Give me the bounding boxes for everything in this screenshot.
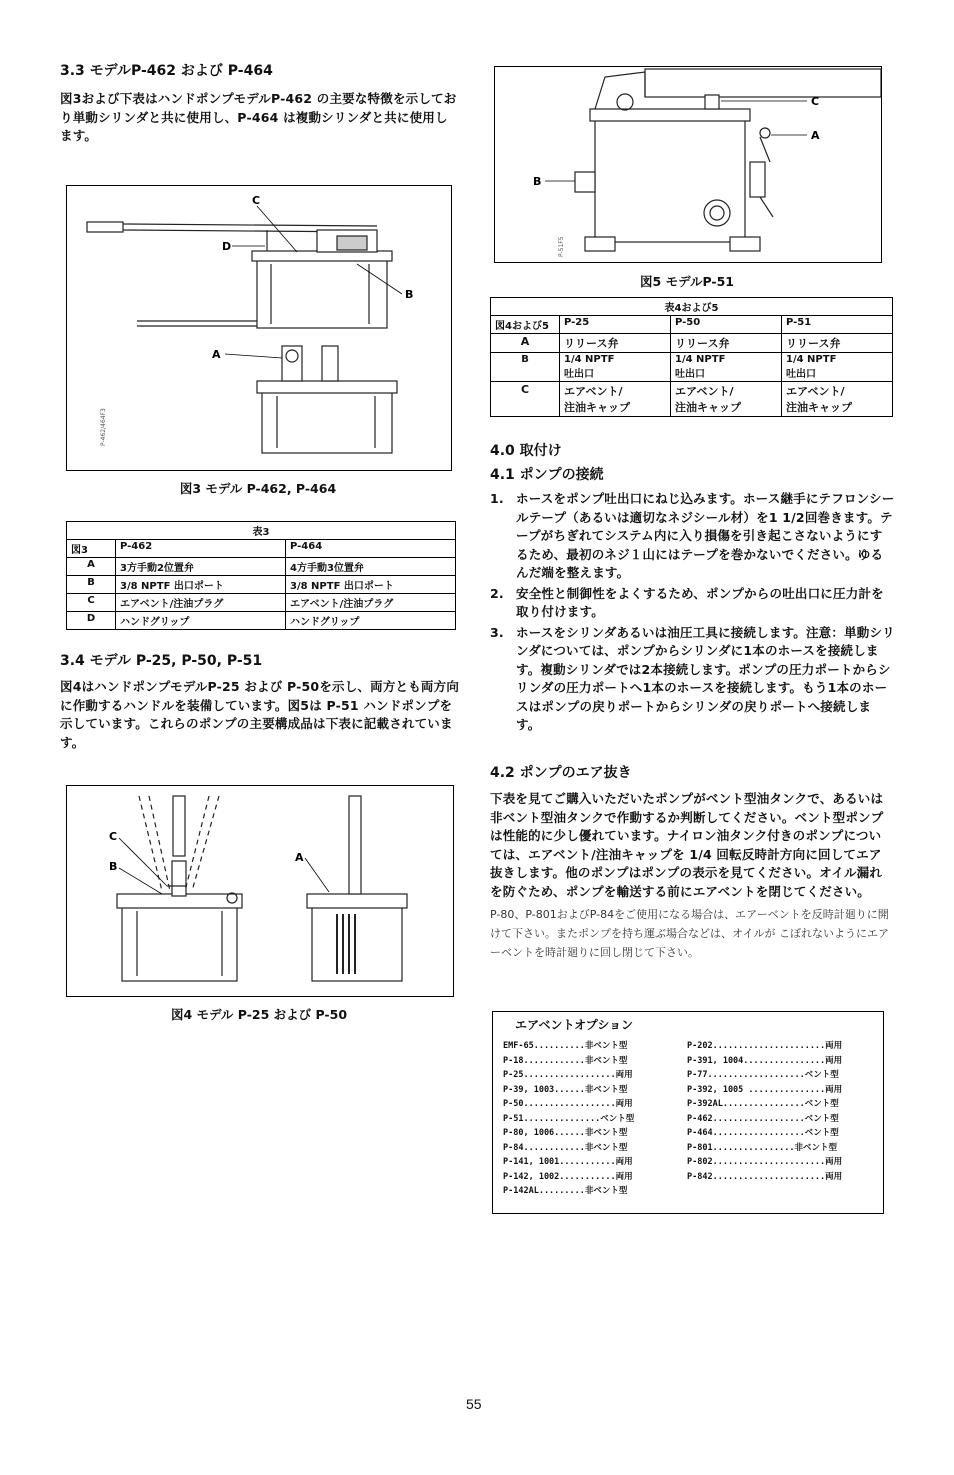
table-row <box>491 353 893 382</box>
table-cell: エアベント/注油プラグ <box>116 594 286 612</box>
list-item: P-80, 1006......非ベント型 <box>503 1128 628 1138</box>
list-item: P-142, 1002...........両用 <box>503 1171 633 1182</box>
label-b: B <box>405 288 414 301</box>
note-text: P-80、P-801およびP-84をご使用になる場合は、エアーベントを反時計廻りに開けて下さい。またポンプを持ち運ぶ場合などは、オイルが こぼれないようにエアーベントを時計廻りに回し閉じて下さい。 <box>490 908 889 959</box>
table-cell: C <box>491 382 560 417</box>
table-cell: エアベント/ 注油キャップ <box>671 382 782 417</box>
table-cell: 3/8 NPTF 出口ポート <box>116 576 286 594</box>
vent-options-right <box>687 1039 842 1184</box>
table-header: P-462 <box>116 540 286 558</box>
vent-options-box <box>492 1011 884 1214</box>
list-item: P-84............非ベント型 <box>503 1142 628 1153</box>
figure-code: P-462/464F3 <box>100 408 107 446</box>
table-cell: 1/4 NPTF 吐出口 <box>671 353 782 382</box>
table-row <box>67 576 456 594</box>
list-text: ホースをポンプ吐出口にねじ込みます。ホース継手にテフロンシールテープ（あるいは適切なネジシール材）を1 1/2回巻きます。テープがちぎれてシステム内に入り損傷を引き起こさないようにするため、最初のネジ１山にはテープを巻かないでください。ゆるんだ端を整えます。 <box>516 491 895 580</box>
list-text: ホースをシリンダあるいは油圧工具に接続します。注意：単動シリンダについては、ポンプからシリンダに1本のホースを接続します。複動シリンダでは2本接続します。ポンプの圧力ポートからシリンダの圧力ポートへ1本のホースを接続します。もう1本のホースはポンプの戻りポートからシリンダの戻りポートへ接続します。 <box>516 624 895 732</box>
table-header: 図3 <box>67 540 116 558</box>
figure-4 <box>66 785 454 997</box>
table-cell: A <box>67 558 116 576</box>
table-cell: B <box>491 353 560 382</box>
list-item: P-391, 1004................両用 <box>687 1055 843 1066</box>
vent-options-left <box>503 1039 634 1199</box>
section-body: 図4はハンドポンプモデルP-25 および P-50を示し、両方とも両方向に作動するハンドルを装備しています。図5は P-51 ハンドポンプを示しています。これらのポンプの主要構成品は下表に記載されています。 <box>60 679 460 750</box>
label-b: B <box>533 175 542 188</box>
label-b: B <box>109 860 118 873</box>
list-item: P-39, 1003......非ベント型 <box>503 1084 628 1095</box>
label-a: A <box>212 348 221 361</box>
table-cell: B <box>67 576 116 594</box>
table-row <box>67 612 456 630</box>
table-header: P-464 <box>286 540 456 558</box>
table-cell: エアベント/注油プラグ <box>286 594 456 612</box>
vent-options-title: エアベントオプション <box>515 1018 634 1032</box>
table-cell: リリース弁 <box>560 334 671 353</box>
list-item <box>490 624 895 735</box>
list-number: 1. <box>490 491 504 506</box>
table-cell: ハンドグリップ <box>116 612 286 630</box>
table-cell: D <box>67 612 116 630</box>
table-header: P-50 <box>671 316 782 334</box>
list-item: P-842......................両用 <box>687 1171 843 1182</box>
figure-4-drawing <box>67 786 453 996</box>
section-heading: 4.1 ポンプの接続 <box>490 467 604 483</box>
label-a: A <box>295 851 304 864</box>
table-header: P-25 <box>560 316 671 334</box>
list-item: P-141, 1001...........両用 <box>503 1157 633 1167</box>
figure-code: P-51F5 <box>558 236 565 257</box>
list-item <box>490 490 895 583</box>
table-cell: エアベント/ 注油キャップ <box>560 382 671 417</box>
table-3 <box>66 521 456 630</box>
list-number: 2. <box>490 585 504 601</box>
install-steps <box>490 490 895 735</box>
table-4-5 <box>490 297 893 417</box>
section-3-4 <box>60 650 460 752</box>
list-item: P-18............非ベント型 <box>503 1055 628 1066</box>
section-heading: 4.0 取付け <box>490 443 562 459</box>
table-cell: 3/8 NPTF 出口ポート <box>286 576 456 594</box>
table-cell: 1/4 NPTF 吐出口 <box>560 353 671 382</box>
section-heading: 3.3 モデルP-462 および P-464 <box>60 63 273 79</box>
table-cell: A <box>491 334 560 353</box>
table-cell: リリース弁 <box>782 334 893 353</box>
table-row <box>491 382 893 417</box>
table-row <box>67 558 456 576</box>
figure-3-caption: 図3 モデル P-462, P-464 <box>179 481 337 496</box>
label-c: C <box>109 830 118 843</box>
label-c: C <box>252 194 261 207</box>
list-text: 安全性と制御性をよくするため、ポンプからの吐出口に圧力計を取り付けます。 <box>516 585 884 619</box>
page-number: 55 <box>466 1396 482 1412</box>
list-item: P-801................非ベント型 <box>687 1142 837 1153</box>
section-3-3 <box>60 60 460 146</box>
table-header: P-51 <box>782 316 893 334</box>
table-row <box>67 594 456 612</box>
list-item: P-392, 1005 ...............両用 <box>687 1084 843 1095</box>
list-item: P-142AL.........非ベント型 <box>503 1186 628 1196</box>
list-item: P-802......................両用 <box>687 1157 843 1167</box>
table-header: 図4および5 <box>491 316 560 334</box>
section-4-2 <box>490 762 892 973</box>
figure-5 <box>494 66 882 263</box>
list-item: P-202......................両用 <box>687 1041 843 1051</box>
table-cell: ハンドグリップ <box>286 612 456 630</box>
list-number: 3. <box>490 624 504 640</box>
section-body: 図3および下表はハンドポンプモデルP-462 の主要な特徴を示しており単動シリンダと共に使用し、P-464 は複動シリンダと共に使用します。 <box>60 91 457 143</box>
section-body: 下表を見てご購入いただいたポンプがベント型油タンクで、あるいは非ベント型油タンクで作動するか判断してください。ベント型ポンプは性能的に少し優れています。ナイロン油タンク付きのポンプについては、エアベント/注油キャップを 1/4 回転反時計方向に回してエア抜きします。他のポンプはポンプの表示を見てください。オイル漏れを防ぐため、ポンプを輸送する前にエアベントを閉じてください。 <box>490 791 884 899</box>
list-item: P-50..................両用 <box>503 1099 633 1109</box>
list-item <box>490 585 895 622</box>
figure-3-drawing <box>67 186 451 470</box>
list-item: P-51...............ベント型 <box>503 1113 635 1124</box>
figure-5-caption: 図5 モデルP-51 <box>640 274 734 289</box>
list-item: P-464..................ベント型 <box>687 1128 839 1138</box>
figure-5-drawing <box>495 67 881 262</box>
label-a: A <box>811 129 820 142</box>
figure-4-caption: 図4 モデル P-25 および P-50 <box>170 1007 348 1022</box>
label-d: D <box>222 240 232 253</box>
table-cell: 4方手動3位置弁 <box>286 558 456 576</box>
table-row <box>491 334 893 353</box>
section-4-1 <box>490 440 895 735</box>
figure-3 <box>66 185 452 471</box>
table-cell: 1/4 NPTF 吐出口 <box>782 353 893 382</box>
table-cell: 3方手動2位置弁 <box>116 558 286 576</box>
list-item: P-77...................ベント型 <box>687 1070 839 1080</box>
list-item: P-392AL................ベント型 <box>687 1099 839 1109</box>
table-title: 表3 <box>67 522 456 540</box>
section-heading: 4.2 ポンプのエア抜き <box>490 765 632 781</box>
list-item: P-462..................ベント型 <box>687 1113 839 1124</box>
section-heading: 3.4 モデル P-25, P-50, P-51 <box>60 653 263 669</box>
list-item: EMF-65..........非ベント型 <box>503 1041 628 1051</box>
list-item: P-25..................両用 <box>503 1070 633 1080</box>
label-c: C <box>811 95 820 108</box>
table-cell: エアベント/ 注油キャップ <box>782 382 893 417</box>
table-cell: リリース弁 <box>671 334 782 353</box>
table-title: 表4および5 <box>491 298 893 316</box>
table-cell: C <box>67 594 116 612</box>
